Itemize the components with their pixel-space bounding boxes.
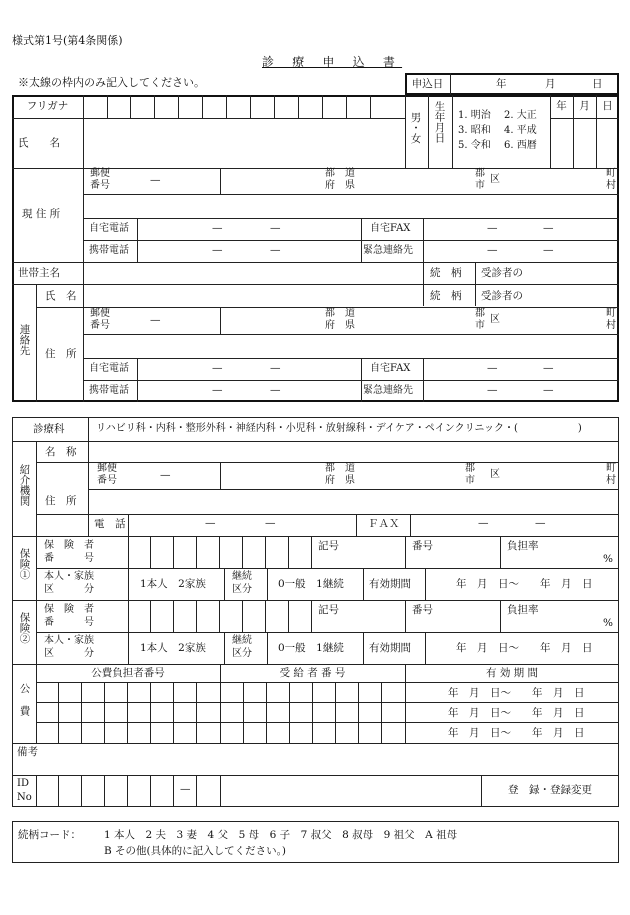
insurance-1-number: 番号 [412, 540, 433, 552]
contact-postal-dash: — [150, 314, 161, 326]
id-dash: — [180, 783, 191, 795]
shi-label: 市 [475, 180, 485, 191]
contact-label: 連絡先 [18, 324, 31, 356]
contact-ku: 区 [490, 314, 500, 325]
fu-ken-label: 府 県 [325, 180, 355, 191]
ku-label: 区 [490, 174, 500, 185]
insurance-2-number: 番号 [412, 604, 433, 616]
referral-phone-label: 電 話 [94, 518, 126, 530]
insurance-2-period: 年 月 日〜 年 月 日 [456, 642, 593, 654]
era-5: 5. 令和 [458, 140, 491, 151]
insurance-2-burden: 負担率 [507, 604, 539, 616]
contact-machi: 町 [606, 308, 616, 319]
contact-phone-dash-2: — [270, 362, 281, 374]
contact-relation-value: 受診者の [481, 290, 523, 302]
contact-mobile-dash-2: — [270, 384, 281, 396]
insurance-1-valid: 有効期間 [369, 578, 411, 590]
dept-list: リハビリ科・内科・整形外科・神経内科・小児科・放射線科・デイケア・ペインクリニック・( ) [96, 423, 582, 434]
home-fax-label: 自宅FAX [370, 223, 411, 234]
relation-code-line-2: B その他(具体的に記入してください。) [104, 845, 286, 857]
referral-fu-ken: 府 県 [325, 475, 355, 486]
machi-label: 町 [606, 168, 616, 179]
referral-fax-dash-2: — [535, 517, 546, 529]
postal-dash: — [150, 174, 161, 186]
birth-month-label: 月 [579, 100, 590, 112]
insurance-2-class-options: 1本人 2家族 [140, 642, 206, 654]
contact-fax-dash-2: — [543, 362, 554, 374]
referral-phone-dash-1: — [205, 517, 216, 529]
referral-fax-dash-1: — [478, 517, 489, 529]
dept-label: 診療科 [33, 423, 65, 435]
home-fax-dash-2: — [543, 222, 554, 234]
referral-shi: 市 [465, 475, 475, 486]
contact-postal-label-2: 番号 [90, 320, 110, 331]
insurance-1-label: 保険① [18, 548, 31, 580]
insurance-2-label: 保険② [18, 612, 31, 644]
insurance-1-insurer-label-1: 保 険 者 [44, 540, 94, 551]
form-title: 診 療 申 込 書 [262, 55, 403, 69]
insurance-1-cont-label-1: 継続 [232, 571, 252, 582]
insurance-1-class-label-2: 区 分 [44, 584, 94, 595]
postal-label-2: 番号 [90, 180, 110, 191]
contact-home-fax-label: 自宅FAX [370, 363, 411, 374]
mobile-label: 携帯電話 [89, 245, 129, 256]
apply-year: 年 [496, 78, 507, 90]
contact-emergency-dash-2: — [543, 384, 554, 396]
postal-label-1: 郵便 [90, 168, 110, 179]
relation-code-line-1: 1 本人 2 夫 3 妻 4 父 5 母 6 子 7 叔父 8 叔母 9 祖父 A 祖母 [104, 829, 458, 841]
insurance-1-class-options: 1本人 2家族 [140, 578, 206, 590]
referral-gun: 郡 [465, 463, 475, 474]
apply-day: 日 [592, 78, 603, 90]
referral-phone-dash-2: — [265, 517, 276, 529]
public-valid-period-label: 有 効 期 間 [485, 667, 538, 679]
referral-name-label: 名 称 [45, 446, 77, 458]
public-period-3: 年 月 日〜 年 月 日 [448, 727, 585, 739]
insurance-2-cont-options: 0一般 1継続 [278, 642, 344, 654]
household-relation-value: 受診者の [481, 267, 523, 279]
insurance-1-cont-label-2: 区分 [232, 584, 252, 595]
mura-label: 村 [606, 180, 616, 191]
referral-postal-label-1: 郵便 [97, 463, 117, 474]
home-phone-dash-2: — [270, 222, 281, 234]
relation-code-label: 続柄コード： [18, 829, 81, 841]
referral-to-dou: 都 道 [325, 463, 355, 474]
insurance-2-cont-label-1: 継続 [232, 635, 252, 646]
gun-label: 郡 [475, 168, 485, 179]
birth-day-label: 日 [602, 100, 613, 112]
referral-address-label: 住 所 [45, 495, 77, 507]
insurance-1-symbol: 記号 [318, 540, 339, 552]
insurance-2-insurer-label-2: 番 号 [44, 617, 94, 628]
referral-ku: 区 [490, 469, 500, 480]
id-label-2: No [17, 792, 32, 803]
contact-emergency-label: 緊急連絡先 [363, 385, 413, 396]
current-address-label: 現 住 所 [22, 208, 61, 220]
household-relation-label: 続 柄 [430, 267, 462, 279]
contact-emergency-dash-1: — [487, 384, 498, 396]
era-3: 3. 昭和 [458, 125, 491, 136]
patient-name-input[interactable] [84, 119, 404, 167]
referral-postal-label-2: 番号 [97, 475, 117, 486]
insurance-1-percent: % [603, 553, 613, 565]
contact-home-phone-label: 自宅電話 [89, 363, 129, 374]
public-expense-label: 公費 [18, 683, 31, 728]
insurance-1-cont-options: 0一般 1継続 [278, 578, 344, 590]
public-period-2: 年 月 日〜 年 月 日 [448, 707, 585, 719]
contact-name-label: 氏 名 [45, 290, 77, 302]
public-recipient-no-label: 受 給 者 番 号 [279, 667, 346, 679]
furigana-label: フリガナ [26, 100, 69, 112]
form-number: 様式第1号(第4条関係) [12, 34, 123, 47]
insurance-2-percent: % [603, 617, 613, 629]
insurance-1-insurer-label-2: 番 号 [44, 553, 94, 564]
to-dou-label: 都 道 [325, 168, 355, 179]
contact-phone-dash-1: — [212, 362, 223, 374]
insurance-1-period: 年 月 日〜 年 月 日 [456, 578, 593, 590]
contact-mobile-label: 携帯電話 [89, 385, 129, 396]
era-1: 1. 明治 [458, 110, 491, 121]
era-2: 2. 大正 [504, 110, 537, 121]
household-head-label: 世帯主名 [18, 267, 60, 279]
era-4: 4. 平成 [504, 125, 537, 136]
home-phone-label: 自宅電話 [89, 223, 129, 234]
gender-label: 男・女 [409, 112, 422, 144]
register-label: 登 録・登録変更 [508, 784, 592, 796]
apply-date-label: 申込日 [411, 78, 444, 90]
insurance-2-class-label-2: 区 分 [44, 648, 94, 659]
referral-label: 紹介機関 [18, 464, 31, 506]
contact-postal-label-1: 郵便 [90, 308, 110, 319]
insurance-2-cont-label-2: 区分 [232, 648, 252, 659]
insurance-2-symbol: 記号 [318, 604, 339, 616]
mobile-dash-2: — [270, 244, 281, 256]
mobile-dash-1: — [212, 244, 223, 256]
contact-relation-label: 続 柄 [430, 290, 462, 302]
remarks-label: 備考 [17, 746, 38, 758]
contact-shi: 市 [475, 320, 485, 331]
birth-year-label: 年 [556, 100, 567, 112]
apply-month: 月 [545, 78, 556, 90]
insurance-2-insurer-label-1: 保 険 者 [44, 604, 94, 615]
emergency-label: 緊急連絡先 [363, 245, 413, 256]
home-phone-dash-1: — [212, 222, 223, 234]
birth-date-label: 生年月日 [433, 101, 446, 143]
emergency-dash-2: — [543, 244, 554, 256]
public-payer-no-label: 公費負担者番号 [91, 667, 165, 679]
insurance-1-class-label-1: 本人・家族 [44, 571, 94, 582]
emergency-dash-1: — [487, 244, 498, 256]
contact-fu-ken: 府 県 [325, 320, 355, 331]
era-6: 6. 西暦 [504, 140, 537, 151]
contact-mura: 村 [606, 320, 616, 331]
referral-postal-dash: — [160, 469, 171, 481]
contact-to-dou: 都 道 [325, 308, 355, 319]
contact-fax-dash-1: — [487, 362, 498, 374]
insurance-2-class-label-1: 本人・家族 [44, 635, 94, 646]
referral-fax-label: ＦＡＸ [368, 518, 400, 530]
contact-mobile-dash-1: — [212, 384, 223, 396]
instruction-note: ※太線の枠内のみ記入してください。 [18, 76, 205, 89]
contact-gun: 郡 [475, 308, 485, 319]
patient-name-label: 氏 名 [18, 137, 60, 149]
insurance-1-burden: 負担率 [507, 540, 539, 552]
home-fax-dash-1: — [487, 222, 498, 234]
contact-address-label: 住 所 [45, 348, 77, 360]
referral-machi: 町 [606, 463, 616, 474]
insurance-2-valid: 有効期間 [369, 642, 411, 654]
referral-mura: 村 [606, 475, 616, 486]
id-label-1: ID [17, 778, 29, 789]
public-period-1: 年 月 日〜 年 月 日 [448, 687, 585, 699]
